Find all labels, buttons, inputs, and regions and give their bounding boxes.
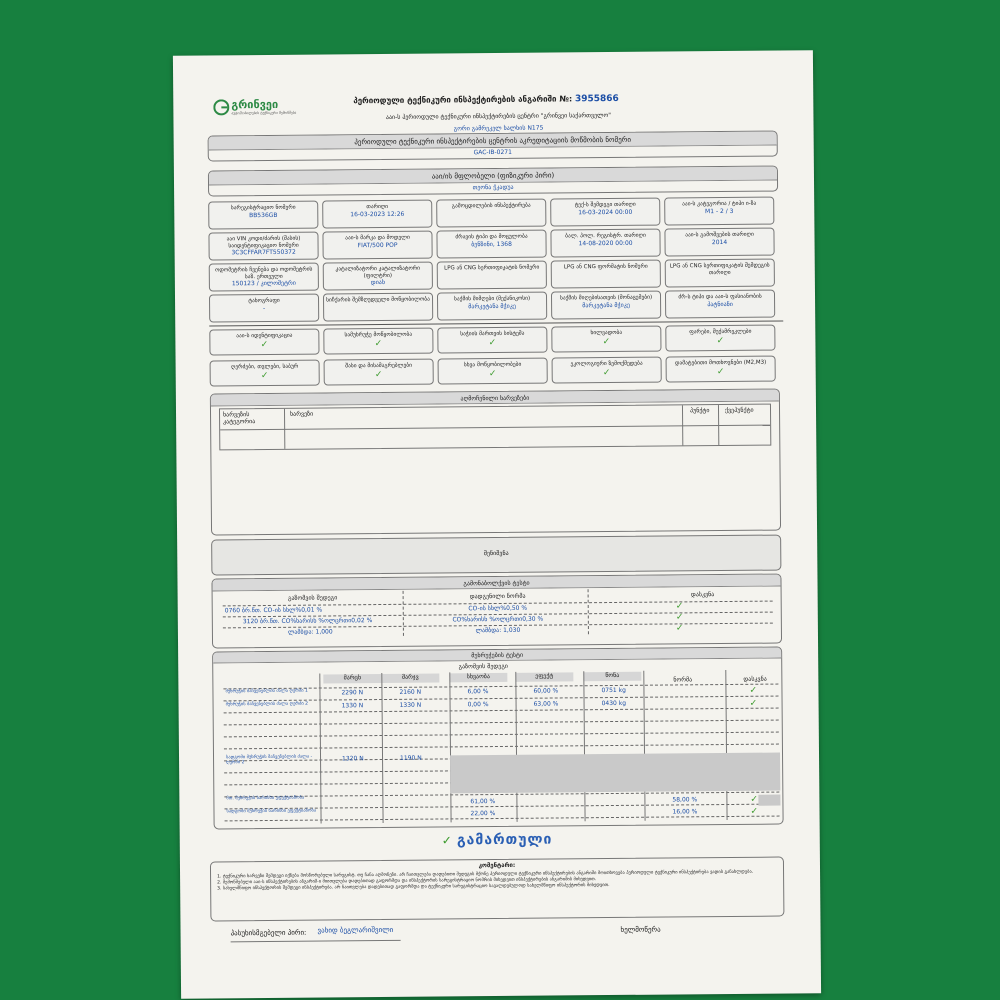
brake-value: 63,00 % bbox=[533, 700, 559, 708]
brake-efficiency-label: სადგომი მუხრუჭის ხარისხი ეფექტიანობა bbox=[226, 808, 317, 815]
accreditation-box bbox=[208, 131, 778, 162]
check-mark-icon: ✓ bbox=[602, 336, 611, 347]
vehicle-info-cell bbox=[322, 231, 432, 260]
vehicle-info-cell bbox=[550, 198, 660, 227]
brake-value: 1320 N bbox=[342, 755, 364, 763]
vehicle-info-label: ტახოგრაფი bbox=[248, 297, 280, 305]
vehicle-info-cell bbox=[437, 261, 547, 290]
vehicle-info-label: სიჩქარის შემზღუდველი მოწყობილობა bbox=[326, 296, 430, 304]
inspector-label: პასუხისმგებელი პირი: bbox=[230, 928, 307, 938]
check-mark-icon: ✓ bbox=[749, 685, 758, 696]
vehicle-info-value: - bbox=[262, 304, 266, 312]
vehicle-info-cell bbox=[209, 294, 319, 323]
inspection-check-cell bbox=[210, 360, 320, 387]
check-mark-icon: ✓ bbox=[750, 806, 759, 817]
vehicle-info-value: მარკეტანა მჭიკე bbox=[468, 302, 516, 310]
vehicle-info-cell bbox=[551, 260, 661, 289]
brake-row-line bbox=[224, 744, 779, 750]
defects-col-category: ხარვეზის კატეგორია bbox=[223, 411, 256, 426]
brake-col-header: მარჯვ bbox=[381, 674, 439, 684]
inspection-check-label: ააი-ს იდენტიფიკაცია bbox=[236, 332, 293, 340]
inspection-check-cell bbox=[551, 326, 661, 353]
vehicle-info-value: 14-08-2020 00:00 bbox=[578, 239, 633, 247]
exhaust-title: გამონაბოლქვის ტესტი bbox=[212, 575, 780, 592]
check-mark-icon: ✓ bbox=[716, 335, 725, 346]
inspection-check-label: ფარები, შუქამრეკლები bbox=[689, 328, 752, 336]
vehicle-info-label: ძრ-ს ტიპი და ააი-ს ფასიანობის bbox=[678, 293, 762, 301]
notes-section bbox=[211, 535, 781, 576]
result-check-icon: ✓ bbox=[441, 833, 452, 848]
inspection-check-cell bbox=[209, 329, 319, 356]
brake-col-header: მარცხ bbox=[323, 674, 381, 684]
inspection-check-label: ეკოლოგიური ზემოქმედება bbox=[570, 360, 643, 368]
vehicle-info-label: ააი-ს კატეგორია / ტიპი ი-ზა bbox=[682, 200, 757, 208]
brake-title: მუხრუჭების ტესტი bbox=[213, 648, 781, 664]
vehicle-info-value: პატნიანი bbox=[707, 300, 733, 308]
brake-row-label: სადგომი მუხრუჭის მაჩვენებლის ძალა - ღერძი 2 bbox=[226, 754, 313, 766]
vehicle-info-label: LPG ან CNG სერთიფიკატის ნომერი bbox=[444, 264, 540, 272]
exhaust-col-conclusion: დასკვნა bbox=[690, 591, 715, 599]
check-mark-icon: ✓ bbox=[602, 367, 611, 378]
vehicle-info-label: LPG ან CNG სერთიფიკატის შემდეგის თარიღი bbox=[669, 262, 770, 276]
check-mark-icon: ✓ bbox=[374, 338, 383, 349]
exhaust-result-1: 0760 ბრ.წთ. CO-ის სხლ%0,01 % bbox=[224, 606, 323, 615]
inspection-check-cell bbox=[552, 357, 662, 384]
logo-mark-icon bbox=[213, 99, 229, 115]
parking-brake-norm: 16,00 % bbox=[672, 808, 698, 816]
defects-col-description: ხარვეზი bbox=[289, 410, 314, 418]
exhaust-norm-2: CO%ხარისხ %ოლცრთი0,30 % bbox=[452, 615, 544, 624]
exhaust-lambda-norm: ლამბდა: 1,030 bbox=[475, 626, 521, 635]
vehicle-info-value: FIAT/500 POP bbox=[357, 241, 398, 249]
vehicle-info-label: საქმის მიღებისათვის (მონაცემები) bbox=[559, 294, 653, 302]
vehicle-info-value: 3C3CFFAR7FT550372 bbox=[231, 248, 296, 257]
vehicle-info-cell bbox=[208, 232, 318, 261]
brake-value: 0430 kg bbox=[601, 699, 627, 708]
comment-line-3: 3. სახელმწიფო ინსპექტორის შემდეგი ინსპექტირება. არ ჩაითვლება დადებითად გაფორმდა და ტექნიკური სარეგისტრაციო სავალდებულოდ სახელმწიფო ინსპექტორის მიხედვით. bbox=[217, 883, 610, 892]
vehicle-info-value: M1 - 2 / 3 bbox=[705, 207, 734, 215]
brake-grey-area bbox=[450, 753, 780, 794]
notes-label: შენიშვნა bbox=[483, 549, 509, 558]
exhaust-norm-1: CO-ის სხლ%0,50 % bbox=[468, 604, 528, 613]
owner-name: თეონა ჭკადუა bbox=[472, 183, 514, 192]
brake-row-line bbox=[224, 720, 779, 726]
check-mark-icon: ✓ bbox=[488, 337, 497, 348]
vehicle-info-value: 16-03-2023 12:26 bbox=[350, 210, 405, 218]
vehicle-info-value: დიახ bbox=[370, 278, 386, 287]
vehicle-info-label: LPG ან CNG ფორმატის ნომერი bbox=[563, 263, 648, 271]
inspector-name: ვახიდ ბეგლარიშვილი bbox=[317, 925, 394, 935]
defects-col-subpoint: ქვეპუნქტი bbox=[724, 406, 754, 415]
center-subtitle: ააი-ს პერიოდული ტექნიკური ინსპექტირების ცენტრი "გრინვეი საქართველო" bbox=[385, 111, 611, 121]
check-mark-icon: ✓ bbox=[374, 369, 383, 380]
vehicle-info-value: 150123 / კილომეტრი bbox=[231, 279, 296, 288]
logo-text: გრინვეი bbox=[231, 97, 279, 112]
brake-norm-label: ნორმა bbox=[673, 676, 693, 684]
owner-label: ააი/ის მფლობელი (ფიზიკური პირი) bbox=[209, 167, 777, 186]
vehicle-info-cell bbox=[208, 201, 318, 230]
vehicle-info-cell bbox=[322, 200, 432, 229]
defects-table bbox=[219, 404, 771, 451]
comments-title: კომენტარი: bbox=[478, 861, 516, 870]
vehicle-info-label: ბალ. პოლ. რეგისტრ. თარიღი bbox=[565, 232, 646, 240]
brake-grey-area bbox=[758, 795, 780, 806]
inspection-check-cell bbox=[665, 325, 775, 352]
vehicle-info-label: ოდომეტრის ჩვენება და ოდომეტრის საზ. ერთეული bbox=[215, 266, 313, 280]
vehicle-info-label: თარიღი bbox=[366, 203, 389, 211]
defects-col-point: პუნქტი bbox=[689, 407, 710, 415]
signature-label: ხელმოწერა bbox=[620, 925, 661, 934]
brake-col-divider bbox=[319, 674, 321, 824]
comment-line-1: 1. ტექნიკური ხარვეზი შემდეგი იქნება მოსწორებული სარეგისტ. თუ ჩანა აღმოჩენი. არ ჩაითვლება დადებითი შედეგის მქონე პერიოდული ტექნიკური ინსპექტირების ანგარიში მოითხოვება პერიოდული ტექნიკური ინსპექტირება ვადის განახლდება. bbox=[217, 869, 754, 880]
brake-value: 60,00 % bbox=[533, 687, 559, 695]
inspection-check-label: შასი და მისამაგრებლები bbox=[345, 362, 413, 370]
exhaust-col-divider bbox=[403, 591, 404, 636]
vehicle-info-cell bbox=[664, 197, 774, 226]
overall-result bbox=[442, 829, 553, 849]
exhaust-col-norm: დადგენილი ნორმა bbox=[469, 592, 526, 601]
brake-value: 2290 N bbox=[341, 689, 364, 697]
brake-row-label: მუხრუჭის მაჩვენებლის ძალა ღერძი 2 bbox=[225, 701, 308, 708]
vehicle-info-value: ბენზინი, 1368 bbox=[471, 240, 512, 248]
exhaust-test-section bbox=[211, 574, 782, 649]
vehicle-info-cell bbox=[551, 291, 661, 320]
inspection-report-sheet bbox=[173, 50, 821, 999]
brake-row-line bbox=[224, 696, 779, 702]
parking-brake-efficiency: 22,00 % bbox=[470, 810, 496, 818]
vehicle-info-cell bbox=[323, 262, 433, 291]
brake-row-line bbox=[225, 816, 780, 822]
brake-efficiency-label: მთ. მუხრუჭის ხარისხი ეფექტიანობა bbox=[226, 795, 305, 802]
check-mark-icon: ✓ bbox=[260, 339, 269, 350]
inspection-checks-grid bbox=[209, 325, 780, 392]
report-title bbox=[353, 94, 619, 106]
check-mark-icon: ✓ bbox=[749, 698, 758, 709]
check-mark-icon: ✓ bbox=[716, 366, 725, 377]
inspection-check-label: ღერძები, თვლები, საბურ bbox=[230, 363, 299, 371]
inspection-check-label: სამუხრუჭე მოწყობილობა bbox=[344, 331, 413, 339]
vehicle-info-value: 2014 bbox=[711, 238, 728, 246]
brake-row-label: მუხრუჭის მაჩვენებლის ძალა ღერძი 1 bbox=[225, 688, 308, 695]
inspector-underline bbox=[231, 940, 401, 942]
report-number: 3955866 bbox=[574, 93, 619, 105]
logo-subtext: ავტომობილების ტექნიკური შემოწმება bbox=[231, 110, 297, 116]
brake-value: 1190 N bbox=[400, 754, 422, 762]
brake-row-line bbox=[224, 708, 779, 714]
brake-col-header: სხვაობა bbox=[449, 673, 507, 683]
vehicle-info-cell bbox=[323, 293, 433, 322]
brake-value: 1330 N bbox=[399, 701, 422, 709]
inspection-check-cell bbox=[437, 327, 547, 354]
service-brake-norm: 58,00 % bbox=[672, 796, 698, 804]
company-logo bbox=[213, 97, 303, 122]
owner-box bbox=[208, 166, 778, 197]
vehicle-info-label: ძრავის ტიპი და მოცულობა bbox=[455, 233, 528, 241]
vehicle-info-cell bbox=[550, 229, 660, 258]
vehicle-info-cell bbox=[436, 230, 546, 259]
vehicle-info-value: მარკეტანა მჭიკე bbox=[582, 301, 630, 309]
check-mark-icon: ✓ bbox=[488, 368, 497, 379]
brake-col-divider bbox=[725, 670, 727, 820]
vehicle-info-cell bbox=[664, 228, 774, 257]
defects-section bbox=[210, 389, 781, 536]
vehicle-info-label: ააი-ს გამოშვების თარიღი bbox=[685, 231, 754, 239]
inspection-check-cell bbox=[323, 328, 433, 355]
result-text: გამართული bbox=[456, 831, 553, 849]
brake-col-header: ეფექტ bbox=[515, 672, 573, 682]
exhaust-pass-check-1: ✓ bbox=[675, 601, 684, 612]
brake-value: 0,00 % bbox=[467, 701, 489, 709]
vehicle-info-label: კატალიზატორი კატალიზატორი (ფილტრი) bbox=[335, 265, 421, 279]
brake-value: 0751 kg bbox=[601, 686, 626, 695]
brake-col-divider bbox=[643, 671, 645, 821]
brake-value: 2160 N bbox=[399, 688, 422, 696]
inspection-check-cell bbox=[324, 359, 434, 386]
defects-title: აღმოჩენილი ხარვეზები bbox=[211, 390, 779, 407]
vehicle-info-cell bbox=[209, 263, 319, 292]
brake-conclusion-label: დასკვნა bbox=[743, 675, 767, 683]
brake-test-section bbox=[212, 647, 784, 830]
vehicle-info-grid bbox=[208, 197, 779, 326]
vehicle-info-label: გამოცდილების ინსპექტირება bbox=[451, 202, 531, 210]
check-mark-icon: ✓ bbox=[260, 370, 269, 381]
vehicle-info-label: ტექ-ს შემდეგი თარიღი bbox=[574, 201, 636, 209]
vehicle-info-label: სარეგისტრაციო ნომერი bbox=[230, 204, 296, 212]
vehicle-info-label: ააი-ს მარკა და მოდელი bbox=[345, 234, 410, 242]
accreditation-number: GAC-IB-0271 bbox=[473, 148, 512, 157]
vehicle-info-value: BB536GB bbox=[249, 211, 278, 219]
brake-value: 1330 N bbox=[341, 702, 364, 710]
exhaust-col-result: გაზომვის შედეგი bbox=[287, 594, 338, 602]
service-brake-efficiency: 61,00 % bbox=[470, 798, 496, 806]
exhaust-lambda-result: ლამბდა: 1,000 bbox=[287, 628, 333, 636]
vehicle-info-cell bbox=[665, 259, 775, 288]
brake-col-header: წონა bbox=[583, 672, 641, 682]
report-title-text: პერიოდული ტექნიკური ინსპექტირების ანგარიში №: bbox=[353, 94, 573, 106]
comments-section bbox=[210, 857, 785, 922]
vehicle-info-label: ააი VIN კოდი/ძარის (შასის) საიდენტიფიკაციო ნომერი bbox=[226, 235, 301, 249]
vehicle-info-cell bbox=[665, 290, 775, 319]
vehicle-info-cell bbox=[437, 292, 547, 321]
center-address: გორი გამრეკელ ხალხის N175 bbox=[453, 124, 544, 133]
inspection-check-cell bbox=[666, 356, 776, 383]
check-mark-icon: ✓ bbox=[750, 794, 759, 805]
inspection-check-label: ხილვადობა bbox=[590, 329, 623, 337]
defects-header-line bbox=[220, 425, 770, 431]
comment-line-2: 2. შემოწმებული ააი-ს ინსპექტირების ანგარიშ-ი მიითვლება დადებითად გაფორმდა და ინსპექტორის სარეგისტრაციო ნომრის მიხედვით ინსპექტირების ანგარიშის მიხედვით. bbox=[217, 877, 597, 886]
accreditation-label: პერიოდული ტექნიკური ინსპექტირების ცენტრის აკრედიტაციის მოწმობის ნომერი bbox=[209, 132, 777, 151]
brake-row-line bbox=[224, 732, 779, 738]
inspection-check-label: დამატებითი მოთხოვნები (M2,M3) bbox=[674, 359, 767, 367]
exhaust-result-2: 3120 ბრ.წთ. CO%ხარისხ %ოლცრთი0,02 % bbox=[242, 617, 373, 626]
comments-text bbox=[217, 870, 777, 893]
exhaust-pass-check-2: ✓ bbox=[675, 612, 684, 623]
vehicle-info-cell bbox=[436, 199, 546, 228]
inspection-check-label: სხვა მოწყობილობები bbox=[463, 361, 522, 369]
brake-measure-label: გაზომვის შედეგი bbox=[458, 662, 508, 671]
exhaust-pass-check-3: ✓ bbox=[675, 623, 684, 634]
vehicle-info-value: 16-03-2024 00:00 bbox=[578, 208, 633, 216]
inspection-check-cell bbox=[438, 358, 548, 385]
vehicle-info-label: საქმის მიმღები (მექანიკოსი) bbox=[453, 295, 531, 303]
brake-value: 6,00 % bbox=[467, 688, 489, 696]
inspection-check-label: საჭიის მართვის სისტემა bbox=[460, 330, 525, 338]
